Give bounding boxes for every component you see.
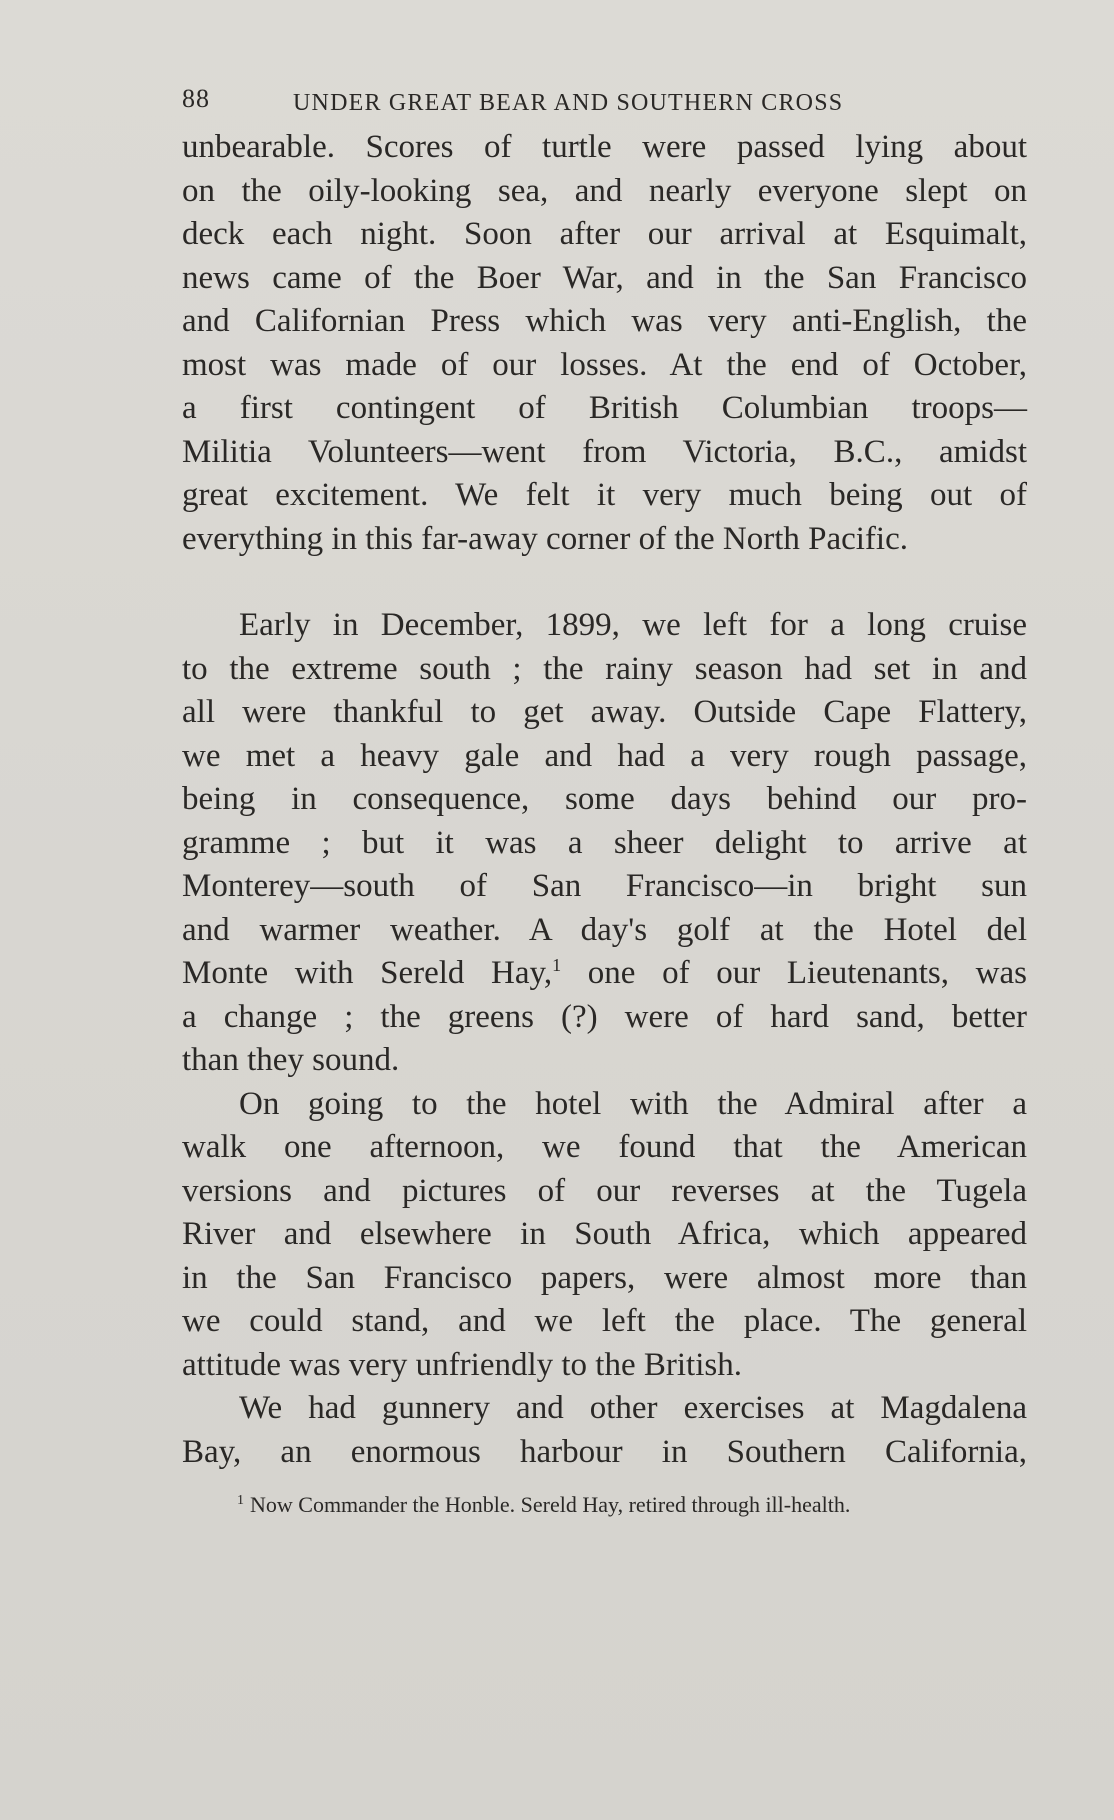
footnote-mark: 1 [237, 1493, 244, 1508]
text-line: unbearable. Scores of turtle were passed lying about [182, 129, 1027, 165]
text-line: being in consequence, some days behind our pro- [182, 781, 1027, 817]
text-line: great excitement. We felt it very much being out of [182, 477, 1027, 513]
text-line: Bay, an enormous harbour in Southern California, [182, 1433, 1027, 1470]
text-line: on the oily-looking sea, and nearly everyone slept on [182, 172, 1027, 209]
running-head [182, 80, 1027, 126]
paragraph-3 [182, 1083, 1027, 1388]
text-line: Early in December, 1899, we left for a long cruise [239, 607, 1027, 643]
text-line: a change ; the greens (?) were of hard sand, better [182, 998, 1027, 1035]
line-text-before-mark: Monte with Sereld Hay, [182, 955, 553, 991]
text-line: On going to the hotel with the Admiral after a [239, 1085, 1027, 1122]
page-number: 88 [182, 84, 210, 113]
text-line: we met a heavy gale and had a very rough passage, [182, 737, 1027, 774]
text-line: most was made of our losses. At the end of October, [182, 346, 1027, 383]
paragraph-1 [182, 126, 1027, 561]
text-line: gramme ; but it was a sheer delight to arrive at [182, 824, 1027, 861]
text-line: walk one afternoon, we found that the American [182, 1129, 1027, 1165]
body-text [182, 126, 1027, 1474]
text-line: Militia Volunteers—went from Victoria, B.C., amidst [182, 433, 1027, 470]
text-line: we could stand, and we left the place. The general [182, 1303, 1027, 1339]
book-page [182, 80, 1027, 1520]
text-line: a first contingent of British Columbian troops— [182, 390, 1027, 426]
text-line: and warmer weather. A day's golf at the Hotel del [182, 911, 1027, 948]
text-line: and Californian Press which was very anti-English, the [182, 303, 1027, 339]
text-line: than they sound. [182, 1042, 400, 1078]
text-line: to the extreme south ; the rainy season had set in and [182, 650, 1027, 687]
paragraph-2 [182, 604, 1027, 1083]
text-line: everything in this far-away corner of the North Pacific. [182, 520, 908, 557]
text-line: versions and pictures of our reverses at the Tugela [182, 1172, 1027, 1209]
text-line: news came of the Boer War, and in the San Francisco [182, 259, 1027, 296]
text-line: attitude was very unfriendly to the British. [182, 1346, 742, 1383]
text-line: River and elsewhere in South Africa, which appeared [182, 1216, 1027, 1252]
text-line: Monterey—south of San Francisco—in bright sun [182, 868, 1027, 904]
running-title: UNDER GREAT BEAR AND SOUTHERN CROSS [293, 90, 844, 116]
text-line: deck each night. Soon after our arrival at Esquimalt, [182, 216, 1027, 252]
text-line-with-footnote-mark [182, 952, 1027, 996]
text-line: all were thankful to get away. Outside Cape Flattery, [182, 694, 1027, 730]
footnote-text: Now Commander the Honble. Sereld Hay, retired through ill-health. [250, 1492, 851, 1517]
line-text-after-mark: one of our Lieutenants, was [561, 955, 1027, 991]
text-line: We had gunnery and other exercises at Magdalena [239, 1390, 1027, 1426]
paragraph-4 [182, 1387, 1027, 1474]
footnote-reference-mark: 1 [552, 955, 562, 975]
text-line: in the San Francisco papers, were almost more than [182, 1259, 1027, 1296]
footnote [182, 1490, 1027, 1520]
